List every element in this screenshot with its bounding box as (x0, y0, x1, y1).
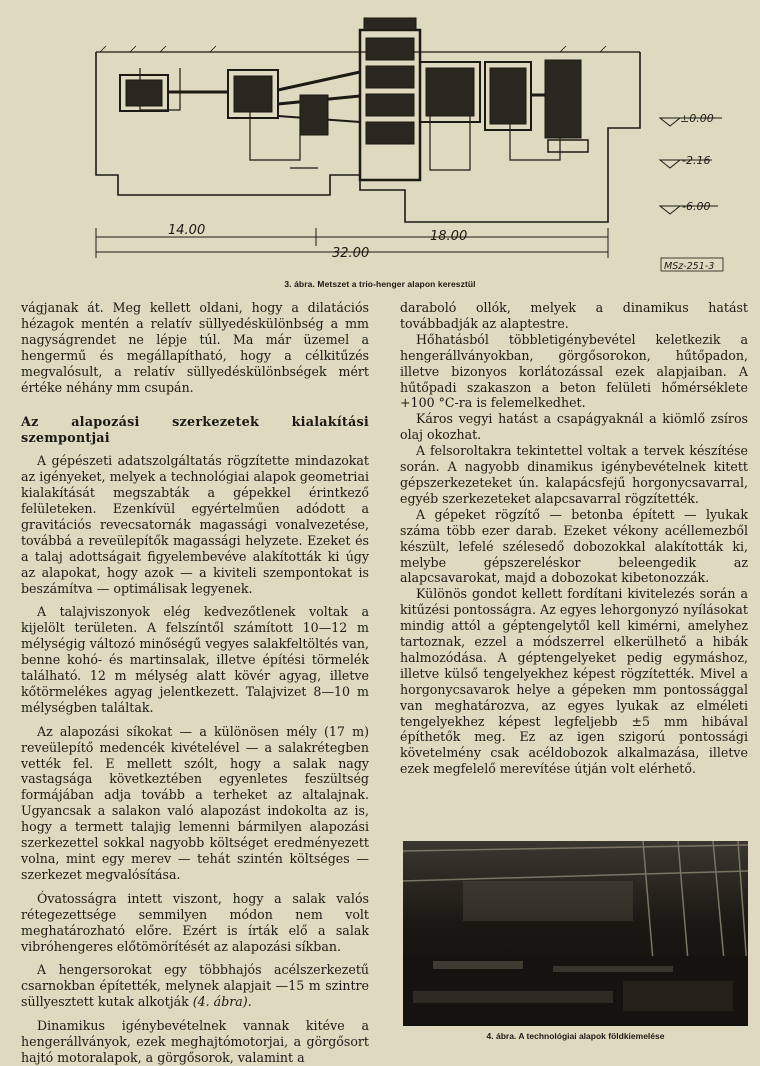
figure-3-cross-section (0, 0, 760, 285)
dimension-14m: 14.00 (168, 223, 206, 238)
paragraph: Az alapozási síkokat — a különösen mély (17 m) reveülepítő medencék kivételével — a salakrétegben vették fel. E mellett szólt, hogy a salak nagy vastagsága következtében egyenletes feszültség formájában adja tovább a terheket az altalajnak. Ugyancsak a salakon való alapozást indokolta az is, hogy a termett talajig lemenni bármilyen alapozási szerkezettel sokkal nagyobb költséget eredményezett volna, mint egy merev — tehát szintén költséges — szerkezet megvalósítása. (21, 723, 369, 882)
paragraph: Óvatosságra intett viszont, hogy a salak valós rétegezettsége semmilyen módon nem volt meghatározható előre. Ezért is írták elő a salak vibróhengeres előtömörítését az alapozási síkban. (21, 890, 369, 954)
right-column (400, 300, 748, 777)
level-top-label: ±0.00 (680, 112, 714, 125)
paragraph: Káros vegyi hatást a csapágyaknál a kiömlő zsíros olaj okozhat. (400, 411, 748, 443)
paragraph: A gépészeti adatszolgáltatás rögzítette mindazokat az igényeket, melyek a technológiai alapok geometriai kialakítását megszabták a gépekkel érintkező felületeken. Ezenkívül egyértelműen adódott a gravitációs revecsatornák magassági vonalvezetése, továbbá a reveülepítők magassági helyzete. Ezeket és a talaj adottságait figyelembevéve alakították ki úgy az alapokat, hogy azok — a kiviteli szempontokat is beszámítva — optimálisak legyenek. (21, 453, 369, 596)
paragraph: A talajviszonyok elég kedvezőtlenek voltak a kijelölt területen. A felszíntől számított 10—12 m mélységig változó minőségű vegyes salakfeltöltés van, benne kohó- és martinsalak, illetve építési törmelék található. 12 m mélység alatt kövér agyag, illetve kőtörmelékes agyag jelentkezett. Talajvizet 8—10 m mélységben találtak. (21, 604, 369, 715)
paragraph: Különös gondot kellett fordítani kivitelezés során a kitűzési pontosságra. Az egyes lehorgonyzó nyílásokat mindig attól a géptengelytől kell kimérni, amelyhez tartoznak, ezzel a módszerrel elkerülhető a hibák halmozódása. A géptengelyeket pedig egymáshoz, illetve külső tengelyekhez képest rögzítették. Mivel a horgonycsavarok helye a gépeken mm pontossággal van meghatározva, az egyes lyukak az elméleti tengelyekhez képest legfeljebb ±5 mm hibával építhetők meg. Ez az igen szigorú pontossági követelmény csak acéldobozok alkalmazása, illetve ezek megfelelő merevítése útján volt elérhető. (400, 586, 748, 777)
figure-4-caption: 4. ábra. A technológiai alapok földkiemelése (486, 1031, 665, 1041)
figure-3-caption: 3. ábra. Metszet a trio-henger alapon keresztül (284, 279, 476, 289)
dimension-18m: 18.00 (430, 229, 468, 244)
paragraph: Hőhatásból többletigénybevétel keletkezik a hengerállványokban, görgősorokon, hűtőpadon, illetve bizonyos korlátozással ezek alapjaiban. A hűtőpadi szakaszon a beton felületi hőmérséklete +100 °C-ra is felemelkedhet. (400, 331, 748, 411)
paragraph: A felsoroltakra tekintettel voltak a tervek készítése során. A nagyobb dinamikus igénybevételnek kitett gépszerkezeteket ún. kalapácsfejű horgonycsavarral, egyéb szerkezeteket alapcsavarral rögzítették. (400, 443, 748, 506)
paragraph (21, 962, 369, 1010)
paragraph: A gépeket rögzítő — betonba épített — lyukak száma több ezer darab. Ezeket vékony acéllemezből készült, lefelé szélesedő dobozokkal alakították ki, melybe gépszereléskor beleengedik az alapcsavarokat, majd a dobozokat kibetonozzák. (400, 506, 748, 586)
left-column (21, 300, 369, 1066)
paragraph: Dinamikus igénybevételnek vannak kitéve a hengerállványok, ezek meghajtómotorjai, a görgősort hajtó motoralapok, a görgősorok, valamint a (21, 1018, 369, 1065)
figure-4-photo (403, 841, 748, 1026)
paragraph-text: A hengersorokat egy többhajós acélszerkezetű csarnokban építették, melynek alapjait —15 m szintre süllyesztett kutak alkotják (21, 962, 369, 1010)
figure-reference: (4. ábra). (192, 994, 252, 1010)
level-mid-label: -2.16 (682, 154, 711, 167)
paragraph: vágjanak át. Meg kellett oldani, hogy a dilatációs hézagok mentén a relatív süllyedéskülönbség a mm nagyságrendet ne lépje túl. Ma már üzemel a hengermű és megállapítható, hogy a célkitűzés megvalósult, a relatív süllyedéskülönbségek mért értéke néhány mm csupán. (21, 300, 369, 395)
level-bottom-label: -6.00 (682, 200, 711, 213)
paragraph: daraboló ollók, melyek a dinamikus hatást továbbadják az alaptestre. (400, 300, 748, 331)
section-heading: Az alapozási szerkezetek kialakítási szempontjai (21, 415, 369, 447)
drawing-reference: MSz-251-3 (664, 261, 715, 272)
dimension-32m: 32.00 (332, 246, 370, 261)
